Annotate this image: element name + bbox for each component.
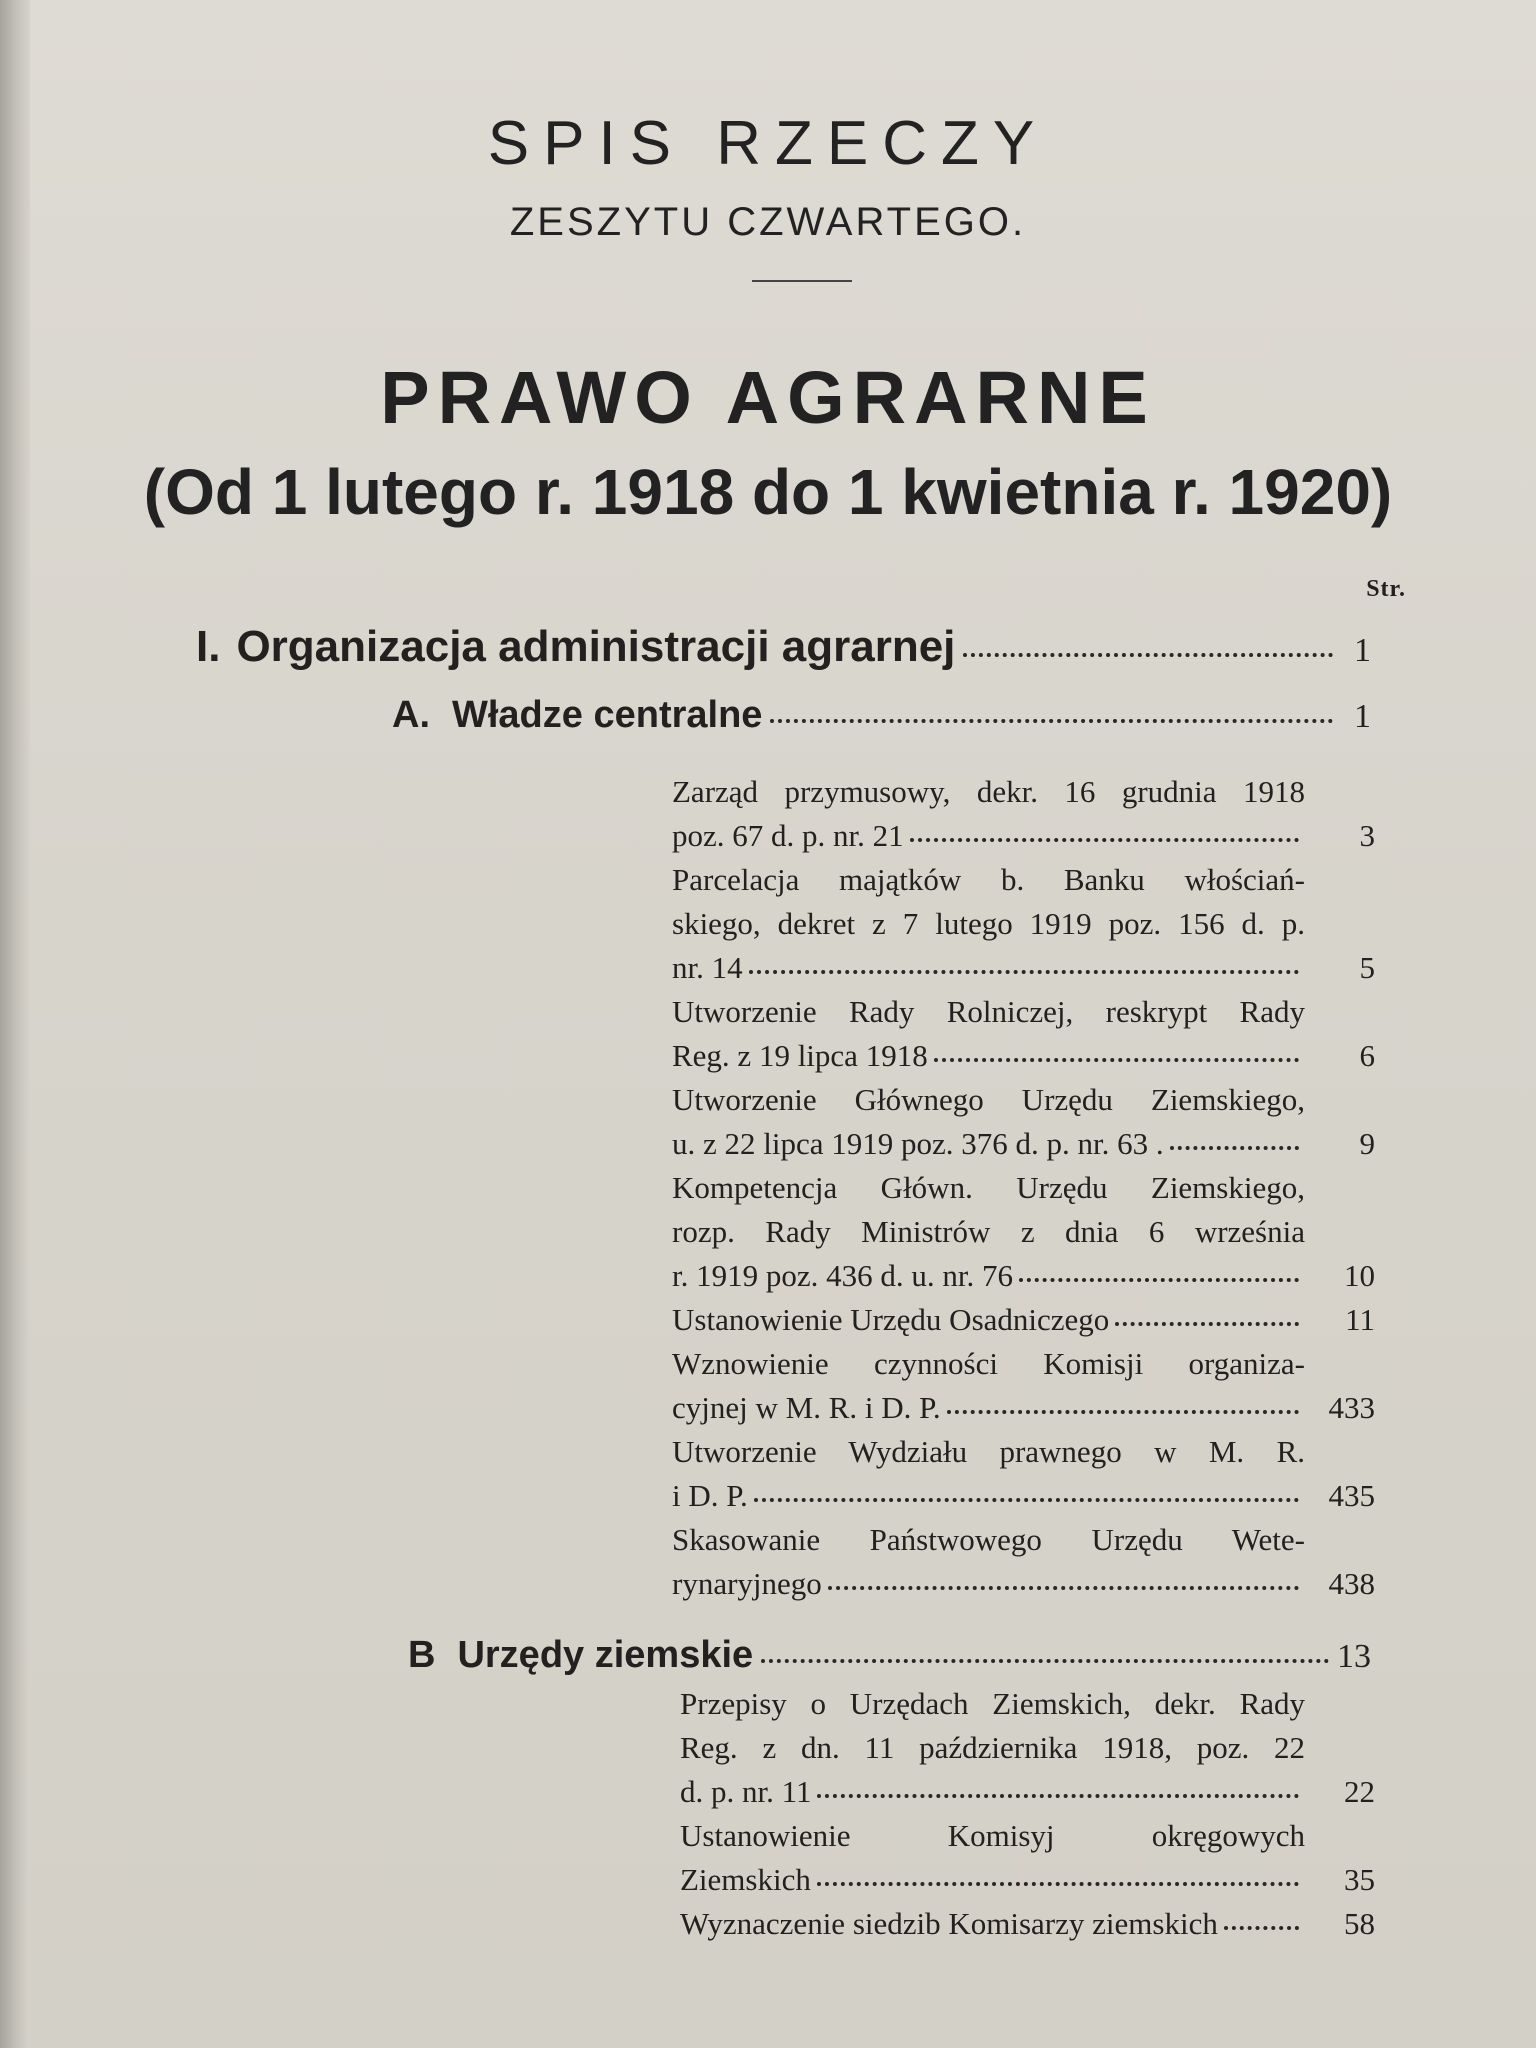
subsection-label: A. [392, 694, 430, 736]
page-number: 13 [1337, 1638, 1371, 1675]
entry-text-line [672, 1210, 1305, 1254]
entry-text-line [672, 1518, 1305, 1562]
leader-dots [828, 1586, 1299, 1590]
page-number: 22 [1344, 1774, 1375, 1809]
entry-text: d. p. nr. 11 [680, 1774, 812, 1809]
main-heading: PRAWO AGRARNE [380, 356, 1156, 439]
entry-text-line [672, 1122, 1305, 1166]
entry-text: Reg. z dn. 11 października 1918, poz. 22 [680, 1730, 1305, 1765]
section-label: I. [196, 622, 221, 671]
entry-text: cyjnej w M. R. i D. P. [672, 1390, 941, 1425]
entry-text: r. 1919 poz. 436 d. u. nr. 76 [672, 1258, 1013, 1293]
leader-dots [1224, 1926, 1299, 1930]
entry-text: Utworzenie Wydziału prawnego w M. R. [672, 1434, 1305, 1469]
page-number: 6 [1359, 1038, 1375, 1073]
entry-text-line [680, 1726, 1305, 1770]
entry-text: Reg. z 19 lipca 1918 [672, 1038, 928, 1073]
page-number: 35 [1344, 1862, 1375, 1897]
leader-dots [749, 970, 1299, 974]
leader-dots [910, 838, 1299, 842]
entry-text-line [672, 1430, 1305, 1474]
leader-dots [817, 1882, 1299, 1886]
page-number: 433 [1328, 1390, 1375, 1425]
page-number: 58 [1344, 1906, 1375, 1941]
page-number: 3 [1359, 818, 1375, 853]
entry-text-line [680, 1902, 1305, 1946]
entry-text-line [680, 1682, 1305, 1726]
title-divider [752, 280, 852, 282]
subsection-label: B [408, 1634, 436, 1676]
subsection-heading [392, 694, 1371, 737]
entry-text: rozp. Rady Ministrów z dnia 6 września [672, 1214, 1305, 1249]
entry-text-line [680, 1814, 1305, 1858]
page-number: 1 [1354, 632, 1371, 669]
entry-text-line [672, 990, 1305, 1034]
leader-dots [947, 1410, 1299, 1414]
page-number: 5 [1359, 950, 1375, 985]
entry-text-line [672, 946, 1305, 990]
entry-text-line [672, 1254, 1305, 1298]
subsection-title: Władze centralne [452, 694, 763, 736]
book-binding-edge [0, 0, 30, 2048]
entry-text-line [680, 1770, 1305, 1814]
entry-text: nr. 14 [672, 950, 743, 985]
leader-dots [1115, 1322, 1299, 1326]
date-range-heading: (Od 1 lutego r. 1918 do 1 kwietnia r. 1920) [143, 456, 1393, 528]
section-heading [196, 622, 1371, 672]
page-number: 10 [1344, 1258, 1375, 1293]
entry-text: Ustanowienie Komisyj okręgowych [680, 1818, 1305, 1853]
entry-text: Wyznaczenie siedzib Komisarzy ziemskich [680, 1906, 1218, 1941]
entry-text-line [672, 1166, 1305, 1210]
entry-text-line [672, 770, 1305, 814]
entry-text: Utworzenie Rady Rolniczej, reskrypt Rady [672, 994, 1305, 1029]
section-title: Organizacja administracji agrarnej [236, 622, 956, 671]
entry-text-line [680, 1858, 1305, 1902]
subsection-title: Urzędy ziemskie [457, 1634, 754, 1676]
leader-dots [963, 652, 1333, 657]
page-subtitle: ZESZYTU CZWARTEGO. [509, 200, 1027, 244]
entry-text: poz. 67 d. p. nr. 21 [672, 818, 904, 853]
entry-text: Utworzenie Głównego Urzędu Ziemskiego, [672, 1082, 1305, 1117]
leader-dots [1019, 1278, 1299, 1282]
entry-text: Ziemskich [680, 1862, 811, 1897]
page-number: 1 [1354, 698, 1371, 735]
entry-text-line [672, 1474, 1305, 1518]
entry-text-line [672, 1342, 1305, 1386]
entry-text-line [672, 1386, 1305, 1430]
entry-text: Wznowienie czynności Komisji organiza- [672, 1346, 1305, 1381]
entry-text-line [672, 1562, 1305, 1606]
entry-text: Zarząd przymusowy, dekr. 16 grudnia 1918 [672, 774, 1305, 809]
entry-text-line [672, 814, 1305, 858]
entry-text-line [672, 1298, 1305, 1342]
entry-text-line [672, 902, 1305, 946]
entry-text: Skasowanie Państwowego Urzędu Wete- [672, 1522, 1305, 1557]
page-column-label: Str. [1366, 576, 1406, 602]
entry-text: Kompetencja Główn. Urzędu Ziemskiego, [672, 1170, 1305, 1205]
page-number: 9 [1359, 1126, 1375, 1161]
subsection-heading [408, 1634, 1371, 1677]
page-number: 11 [1345, 1302, 1375, 1337]
entry-text-line [672, 1078, 1305, 1122]
page-number: 438 [1328, 1566, 1375, 1601]
entry-text: u. z 22 lipca 1919 poz. 376 d. p. nr. 63 . [672, 1126, 1164, 1161]
leader-dots [817, 1794, 1299, 1798]
entry-text: rynaryjnego [672, 1566, 822, 1601]
entry-text: Przepisy o Urzędach Ziemskich, dekr. Rady [680, 1686, 1305, 1721]
entry-text: Ustanowienie Urzędu Osadniczego [672, 1302, 1110, 1337]
entry-text: i D. P. [672, 1478, 748, 1513]
page-number: 435 [1328, 1478, 1375, 1513]
leader-dots [1170, 1146, 1299, 1150]
leader-dots [770, 718, 1333, 723]
entry-text-line [672, 858, 1305, 902]
entry-text: skiego, dekret z 7 lutego 1919 poz. 156 d. p. [672, 906, 1305, 941]
entry-text-line [672, 1034, 1305, 1078]
leader-dots [934, 1058, 1299, 1062]
page-title: SPIS RZECZY [487, 109, 1049, 178]
entry-text: Parcelacja majątków b. Banku włościań- [672, 862, 1305, 897]
leader-dots [754, 1498, 1299, 1502]
leader-dots [761, 1658, 1329, 1663]
